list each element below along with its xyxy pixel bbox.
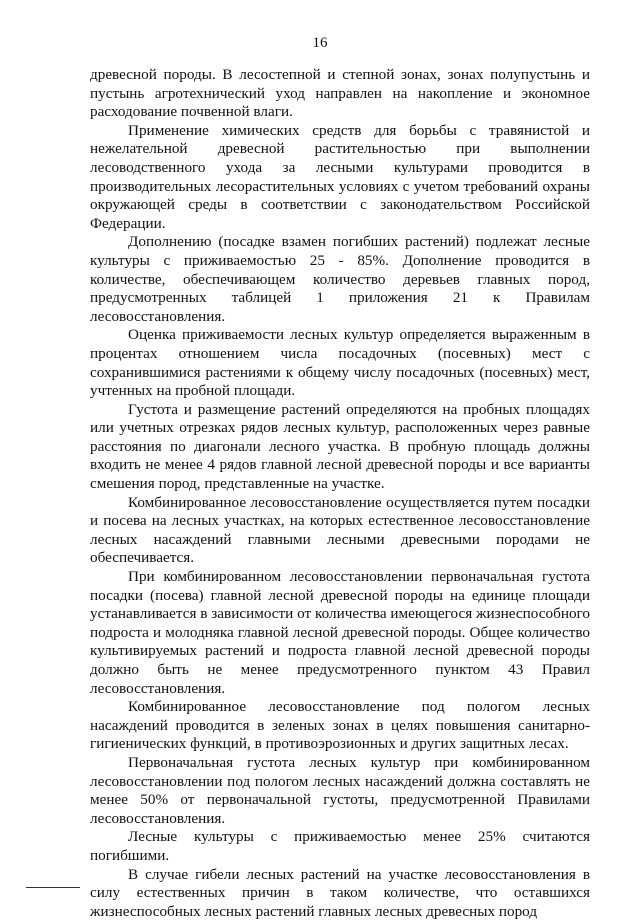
- paragraph-combined-reforestation: Комбинированное лесовосстановление осуществляется путем посадки и посева на лесных участках, на которых естественное лесовосстановление лесных насаждений главными лесными древесными породами не обеспечивается.: [90, 493, 590, 567]
- paragraph-initial-density: При комбинированном лесовосстановлении первоначальная густота посадки (посева) главной лесной древесной породы на единице площади устанавливается в зависимости от количества имеющегося жизнеспособного подроста и молодняка главной лесной древесной породы. Общее количество культивируемых растений и подроста главной лесной древесной породы должно быть не менее предусмотренного пунктом 43 Правил лесовосстановления.: [90, 568, 590, 697]
- paragraph-canopy-density: Первоначальная густота лесных культур при комбинированном лесовосстановлении под пологом лесных насаждений должна составлять не менее 50% от первоначальной густоты, предусмотренной Правилами лесовосстановления.: [90, 753, 590, 827]
- paragraph-survival-assessment: Оценка приживаемости лесных культур определяется выраженным в процентах отношением числа посадочных (посевных) мест с сохранившимися растениями к общему числу посадочных (посевных) мест, учтенных на пробной площади.: [90, 326, 590, 400]
- paragraph-continuation: древесной породы. В лесостепной и степной зонах, зонах полупустынь и пустынь агротехнический уход направлен на накопление и экономное расходование почвенной влаги.: [90, 66, 590, 121]
- page-number: 16: [312, 35, 328, 51]
- document-body: [90, 66, 590, 921]
- paragraph-density-placement: Густота и размещение растений определяются на пробных площадях или учетных отрезках рядов лесных культур, расположенных через равные расстояния по диагонали лесного участка. В пробную площадь должны входить не менее 4 рядов главной лесной древесной породы и все варианты смешения пород, представленные на участке.: [90, 400, 590, 493]
- paragraph-under-canopy: Комбинированное лесовосстановление под пологом лесных насаждений проводится в зеленых зонах в целях повышения санитарно-гигиенических функций, в противоэрозионных и других защитных лесах.: [90, 698, 590, 753]
- paragraph-replanting: Дополнению (посадке взамен погибших растений) подлежат лесные культуры с приживаемостью 25 - 85%. Дополнение проводится в количестве, обеспечивающем количество деревьев главных пород, предусмотренных таблицей 1 приложения 21 к Правилам лесовосстановления.: [90, 233, 590, 325]
- paragraph-plant-loss: В случае гибели лесных растений на участке лесовосстановления в силу естественных причин в таком количестве, что оставшихся жизнеспособных лесных растений главных лесных древесных пород: [90, 865, 590, 920]
- footer-rule: [26, 887, 80, 888]
- paragraph-dead-cultures: Лесные культуры с приживаемостью менее 25% считаются погибшими.: [90, 828, 590, 864]
- paragraph-chemical-treatment: Применение химических средств для борьбы с травянистой и нежелательной древесной растительностью при выполнении лесоводственного ухода за лесными культурами проводится в производительных лесорастительных условиях с учетом требований охраны окружающей среды в соответствии с законодательством Российской Федерации.: [90, 121, 590, 232]
